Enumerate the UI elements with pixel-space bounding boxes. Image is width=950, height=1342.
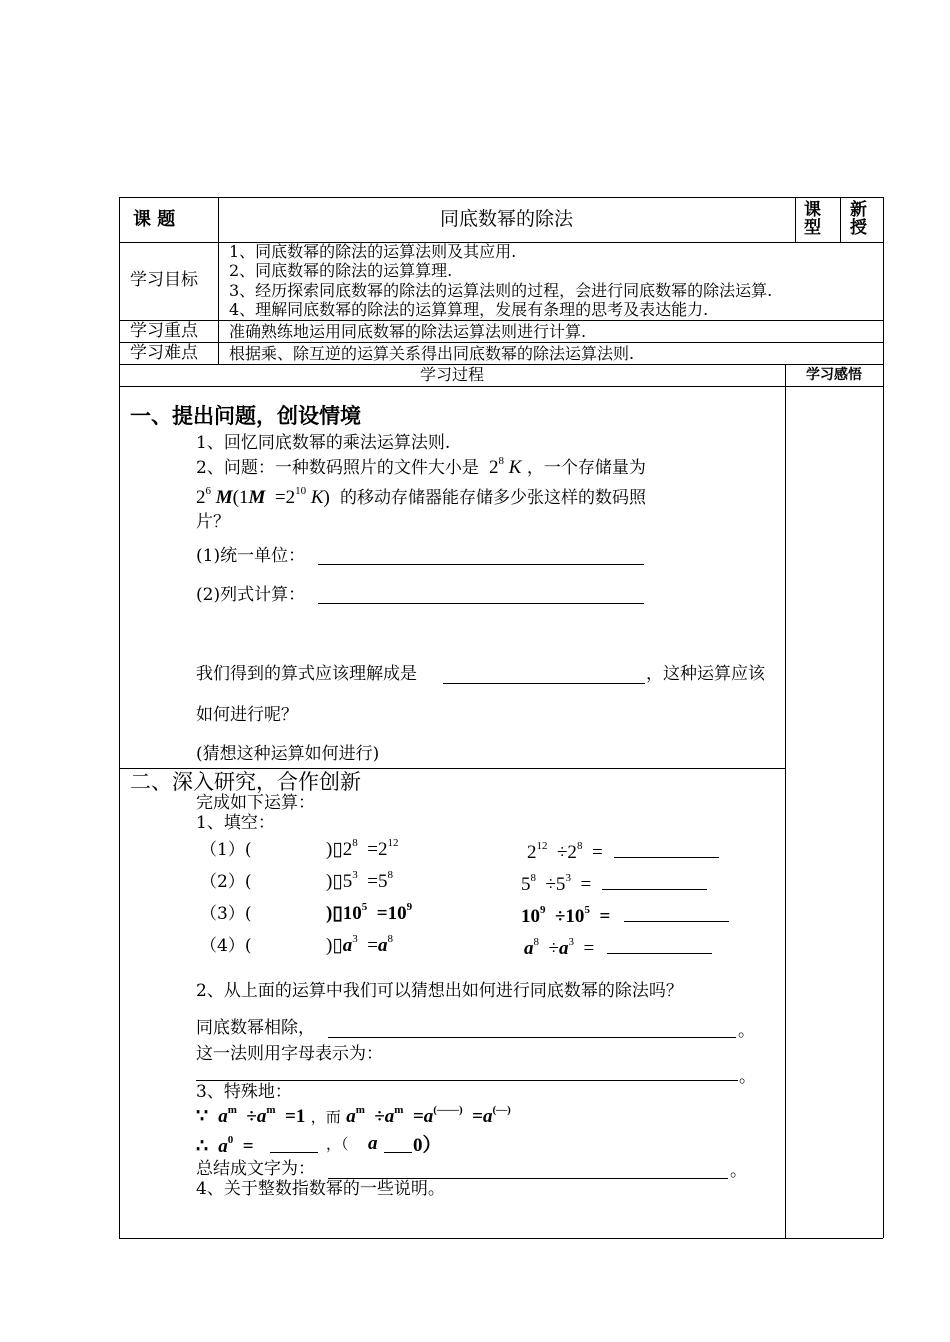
calc-blank[interactable]: [318, 603, 644, 604]
letters-end: 。: [739, 1067, 756, 1087]
fill-row-1-label: （1）(: [200, 840, 252, 860]
section1-item2-line2: [196, 485, 647, 508]
letters-text: 这一法则用字母表示为：: [196, 1044, 383, 1064]
table-left-border: [119, 197, 120, 1238]
difficulty-label: 学习难点: [130, 343, 198, 363]
condition-blank[interactable]: [384, 1152, 412, 1153]
rule-end: 。: [738, 1021, 755, 1041]
section1-item1: 1、回忆同底数幂的乘法运算法则.: [196, 433, 451, 453]
special-case-line: [196, 1104, 511, 1127]
process-label: 学习过程: [419, 365, 484, 384]
focus-label: 学习重点: [130, 321, 198, 341]
condition-close: 0）: [413, 1135, 442, 1156]
zero-power-expr: $a^0$ =: [218, 1134, 254, 1157]
understand-text-b: ，这种运算应该: [646, 664, 765, 684]
section2-intro: 完成如下运算：: [196, 793, 315, 813]
type-value-divider: [840, 197, 841, 242]
fill-row-1-left: )$▯2^8 =2^{12}$: [326, 837, 399, 860]
special-case-expr-2: $a^m \div a^m =a^{(——)} =a^{(—)}$: [346, 1104, 511, 1127]
topic-label: 课 题: [133, 209, 176, 230]
item2-text-b: ，一个存储量为: [526, 458, 646, 478]
section2-item3: 3、特殊地：: [196, 1082, 292, 1102]
condition-open: ，（: [326, 1135, 349, 1153]
item2-text-c: 的移动存储器能存储多少张这样的数码照: [340, 488, 647, 508]
item2-text-a: 2、问题：一种数码照片的文件大小是: [196, 458, 479, 478]
therefore-symbol: ∴: [196, 1135, 209, 1157]
letters-blank[interactable]: [196, 1080, 738, 1081]
rule-blank[interactable]: [328, 1037, 736, 1038]
topic-title: 同底数幂的除法: [439, 208, 573, 230]
fill-row-3-right: $10^9 \div 10^5$ =: [521, 904, 611, 927]
fill-row-2-label: （2）(: [200, 872, 252, 892]
section1-item2-line1: [196, 455, 646, 478]
section2-item4: 4、关于整数指数幂的一些说明。: [196, 1179, 445, 1199]
type-value-line2: 授: [850, 218, 867, 238]
fill-row-1-answer[interactable]: [614, 857, 719, 858]
item2-text-d: 片？: [196, 512, 230, 532]
section2-heading: 二、深入研究，合作创新: [130, 770, 361, 794]
understand-text-c: 如何进行呢？: [196, 705, 298, 725]
type-label-line1: 课: [804, 200, 821, 220]
understand-text-a: 我们得到的算式应该理解成是: [196, 664, 417, 684]
calc-label: (2)列式计算：: [196, 585, 306, 605]
goal-4: 4、理解同底数幂的除法的运算算理，发展有条理的思考及表达能力.: [229, 300, 709, 319]
reflection-label: 学习感悟: [806, 367, 862, 383]
table-top-border: [119, 197, 883, 198]
fill-row-4-answer[interactable]: [607, 953, 712, 954]
special-case-expr-1: $a^m \div a^m =1$: [218, 1104, 306, 1127]
title-type-divider: [795, 197, 796, 242]
photo-size-expr: $2^8$ K: [484, 455, 522, 478]
fill-row-2-left: )$▯5^3 =5^8$: [326, 869, 394, 892]
zero-power-blank[interactable]: [270, 1152, 318, 1153]
focus-text: 准确熟练地运用同底数幂的除法运算法则进行计算.: [229, 322, 587, 341]
fill-row-4-left: )$▯a^3 =a^8$: [326, 933, 394, 956]
row-divider-2: [119, 320, 883, 321]
table-right-border: [883, 197, 884, 1238]
fill-row-3-left: )$▯10^5 =10^9$: [326, 901, 413, 924]
row-divider-5: [119, 386, 883, 387]
zero-power-line: [196, 1134, 254, 1157]
unify-units-label: (1)统一单位：: [196, 546, 306, 566]
and-text: ，而: [310, 1108, 341, 1126]
type-value-line1: 新: [850, 200, 867, 220]
summary-text: 总结成文字为：: [196, 1159, 315, 1179]
row-divider-4: [119, 364, 883, 365]
table-bottom-border: [119, 1238, 883, 1239]
guess-text: (猜想这种运算如何进行): [196, 744, 380, 764]
fill-row-2-answer[interactable]: [602, 889, 707, 890]
fill-row-1-right: $2^{12} \div 2^8$ =: [527, 840, 603, 863]
rule-text-a: 同底数幂相除，: [196, 1018, 315, 1038]
type-label-line2: 型: [804, 218, 821, 238]
understand-blank[interactable]: [443, 683, 645, 684]
goal-3: 3、经历探索同底数幂的除法的运算法则的过程，会进行同底数幂的除法运算.: [229, 281, 773, 300]
fill-row-4-label: （4）(: [200, 936, 252, 956]
section2-item1: 1、填空：: [196, 813, 275, 833]
difficulty-text: 根据乘、除互逆的运算关系得出同底数幂的除法运算法则.: [229, 344, 635, 363]
fill-row-3-label: （3）(: [200, 904, 252, 924]
reflection-column-divider: [785, 364, 786, 1238]
goals-label: 学习目标: [130, 270, 198, 290]
goal-1: 1、同底数幂的除法的运算法则及其应用.: [229, 242, 517, 261]
because-symbol: ∵: [196, 1105, 209, 1127]
unify-units-blank[interactable]: [318, 564, 644, 565]
storage-size-expr: $2^6$ $M(1M =2^{10}$ K): [196, 485, 335, 508]
fill-row-3-answer[interactable]: [624, 921, 729, 922]
fill-row-2-right: $5^8 \div 5^3$ =: [521, 872, 592, 895]
goal-2: 2、同底数幂的除法的运算算理.: [229, 261, 453, 280]
section1-heading: 一、提出问题，创设情境: [130, 403, 361, 428]
fill-row-4-right: $a^8 \div a^3$ =: [524, 936, 595, 959]
section2-item2: 2、从上面的运算中我们可以猜想出如何进行同底数幂的除法吗？: [196, 981, 683, 1001]
row-divider-3: [119, 342, 883, 343]
section-divider: [119, 768, 785, 769]
condition-var: a: [368, 1133, 378, 1154]
summary-end: 。: [730, 1161, 747, 1181]
